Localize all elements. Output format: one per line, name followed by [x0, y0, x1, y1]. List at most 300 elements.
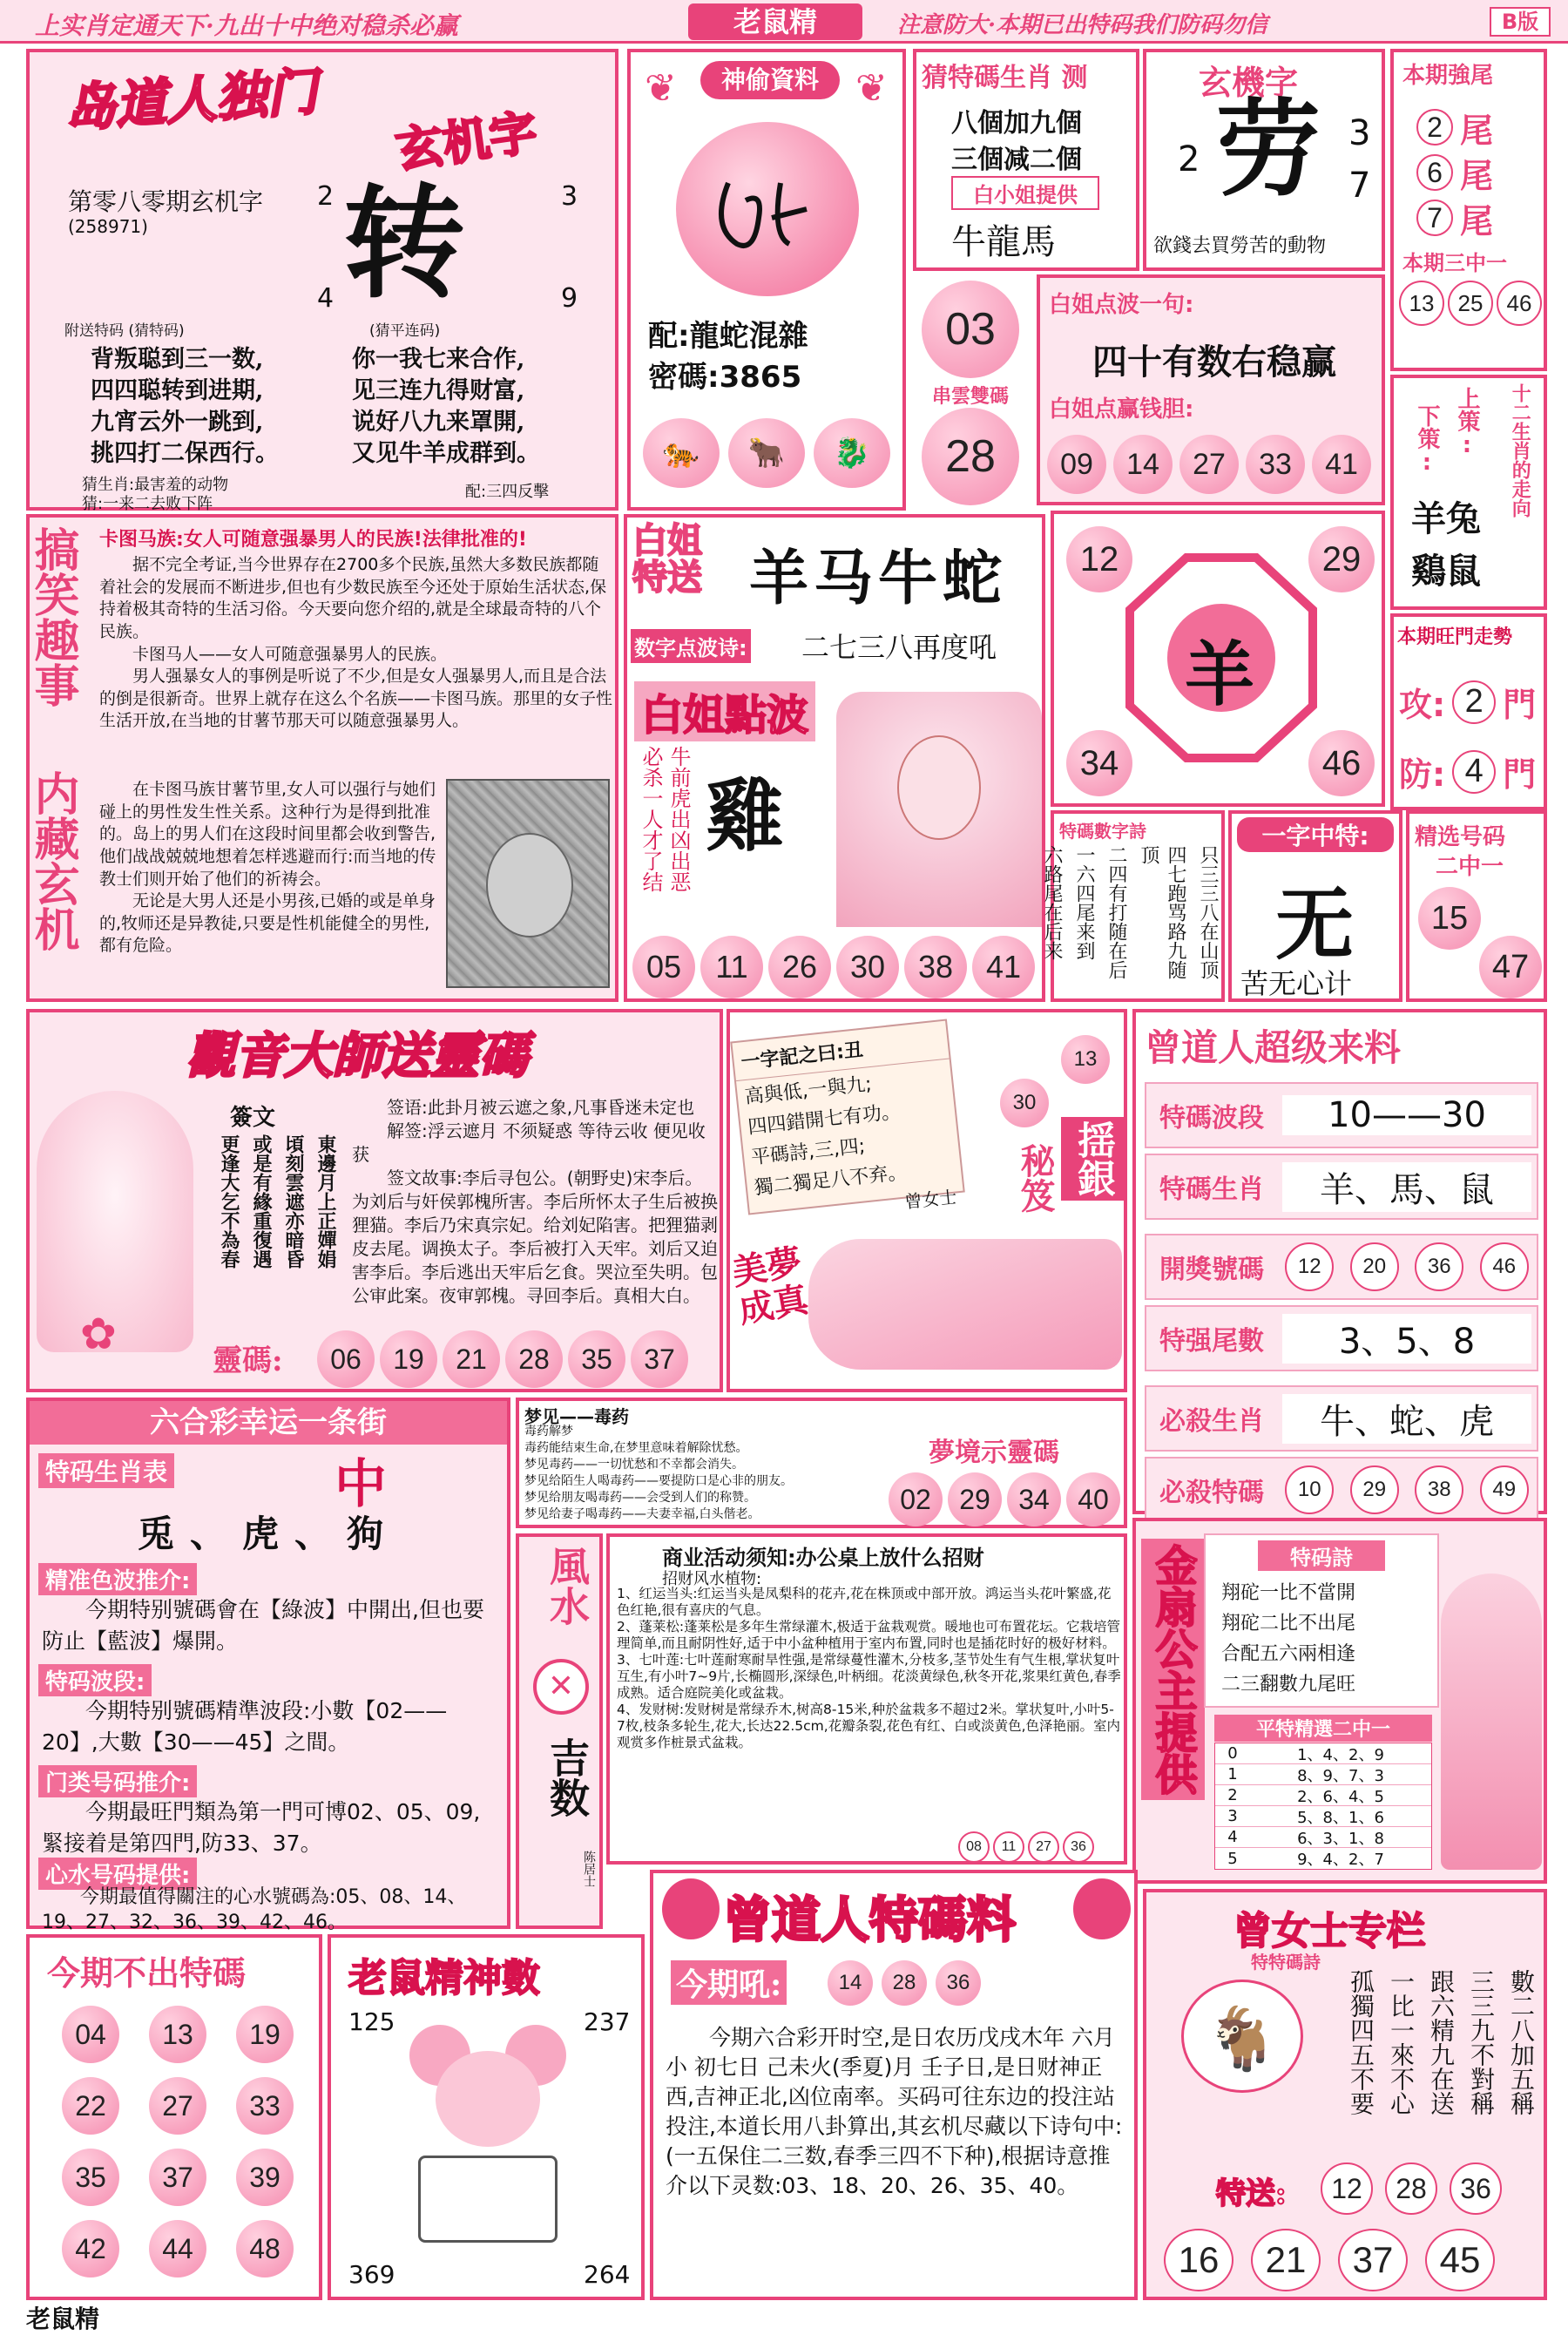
- panel-zeng-special: [650, 1870, 1138, 2300]
- daoren-n3: 4: [317, 283, 335, 314]
- dream-line: 梦见给朋友喝毒药——会受到人们的称赞。: [524, 1491, 756, 1505]
- pair-ball-1: 03: [922, 281, 1019, 378]
- selected-sub: 二中一: [1436, 854, 1504, 880]
- girl-photo: [836, 692, 1042, 927]
- daoren-right-note: 配:三四反擊: [465, 483, 550, 501]
- plants-items: [617, 1586, 1122, 1751]
- send-ball: 05: [632, 936, 695, 998]
- lady-te: 特送:: [1216, 2176, 1287, 2211]
- article-para: 在卡图马族甘薯节里,女人可以强行与她们碰上的男性发生性关系。这种行为是得到批准的。岛上的男人们在这段时间里都会收到警告,他们战战兢兢地想着怎样逃避而行:而当地的传教士们则开始了他们的祈祷会。: [99, 780, 436, 889]
- fengshui-title: 風水: [544, 1546, 591, 1626]
- numpoem-col: 一六四尾来到: [1073, 845, 1095, 960]
- fan-table: [1214, 1743, 1432, 1870]
- zeng-rows: [1145, 1082, 1538, 1523]
- daoren-issue: 第零八零期玄机字: [68, 187, 264, 216]
- pair-column: [909, 270, 1031, 514]
- fan-cell: 5、8、1、6: [1297, 1808, 1384, 1827]
- noshow-grid: [47, 2006, 308, 2277]
- panel-fengshui: [516, 1533, 603, 1929]
- fan-cell: 9、4、2、7: [1297, 1851, 1384, 1869]
- tail-ball: 46: [1497, 281, 1542, 326]
- lao-n1: 2: [1178, 139, 1200, 179]
- wave-ball: 14: [1113, 435, 1173, 494]
- noshow-title: 今期不出特碼: [47, 1954, 247, 1993]
- fan-poem-line: 合配五六兩相逢: [1221, 1643, 1356, 1665]
- shentou-pei: 配:龍蛇混雜: [648, 319, 808, 354]
- tail-word: 尾: [1460, 156, 1494, 195]
- wave-ball: 41: [1312, 435, 1371, 494]
- lotus-icon: ✿: [80, 1309, 117, 1359]
- wave-ball: 27: [1179, 435, 1239, 494]
- send-zodiac: 羊马牛蛇: [749, 544, 1008, 613]
- lady-col: 一比一來不心: [1387, 1969, 1416, 2115]
- tiger-icon: 🐅: [643, 418, 720, 488]
- yizi-ball-1: 13: [1061, 1035, 1110, 1084]
- sleeping-girl-image: [808, 1239, 1122, 1370]
- lady-te-ball: 28: [1385, 2162, 1437, 2215]
- lady-col: 數二八加五稱: [1507, 1969, 1536, 2115]
- lady-col: 三三九不對稱: [1467, 1969, 1496, 2115]
- tail-row: [1416, 195, 1493, 240]
- panel-golden-fan: [1132, 1518, 1547, 1884]
- article-side-label2: 内藏玄机: [26, 770, 78, 951]
- guanyin-ball: 28: [505, 1330, 563, 1388]
- article-para: 男人强暴女人的事例是听说了不少,但是女人强暴男人,而且是合法的倒是很新奇。世界上就存在这么个名族——卡图马族。那里的女子性生活开放,在当地的甘薯节那天可以随意强暴男人。: [99, 667, 613, 731]
- send-ball: 26: [768, 936, 831, 998]
- dream-line: 梦见给妻子喝毒药——夫妻幸福,白头偕老。: [524, 1507, 760, 1521]
- daoren-char: 转: [343, 173, 466, 315]
- plant-ball: 36: [1063, 1831, 1094, 1863]
- daoren-left-head: 附送特码 (猜特码): [64, 322, 185, 340]
- dragon-icon: 🐉: [814, 418, 890, 488]
- article-title: 卡图马族:女人可随意强暴男人的民族!法律批准的!: [99, 529, 527, 551]
- door-defend: [1399, 748, 1536, 795]
- plants-balls: [958, 1831, 1094, 1863]
- fan-table-row: [1215, 1848, 1431, 1869]
- guess-title-text: 猜特碼生肖: [922, 63, 1052, 93]
- article-body-2: [99, 779, 439, 958]
- panel-yizi: [727, 1009, 1127, 1392]
- fengshui-ji: 吉数: [544, 1737, 591, 1817]
- noshow-ball: 48: [236, 2220, 294, 2277]
- zeng-ball: 10: [1285, 1465, 1334, 1514]
- guess-line1: 八個加九個: [951, 108, 1082, 139]
- lady-big-ball: 21: [1251, 2229, 1321, 2291]
- tail-ball: 25: [1448, 281, 1493, 326]
- yizi-line: 平碼詩,三,四;: [750, 1135, 867, 1169]
- article-para: 无论是大男人还是小男孩,已婚的或是单身的,牧师还是异教徒,只要是性机能健全的男性,都有危险。: [99, 891, 436, 956]
- daoren-left-poem: [91, 344, 279, 470]
- panel-number-poem: [1041, 810, 1225, 1002]
- yizi-line: 四四錯開七有功。: [747, 1100, 902, 1139]
- onechar-sub: 苦无心计: [1240, 967, 1353, 1000]
- zeng-row: [1145, 1305, 1538, 1371]
- panel-strategy: [1390, 375, 1547, 610]
- noshow-ball: 04: [62, 2006, 119, 2063]
- lucky-s3: 特码波段:: [38, 1664, 152, 1696]
- dream-lines: [524, 1424, 873, 1523]
- wave-balls: [1047, 435, 1371, 494]
- door-attack: [1399, 678, 1536, 726]
- bagua-ball-2: 29: [1308, 526, 1375, 592]
- mouse-right-icon: ❦: [855, 66, 888, 111]
- panel-zeng-super: [1132, 1009, 1547, 1514]
- selected-title: 精选号码: [1415, 824, 1506, 850]
- lady-title: 曾女士专栏: [1233, 1909, 1425, 1953]
- strategy-combo1: 羊兔: [1411, 498, 1481, 539]
- poem-line: 又见牛羊成群到。: [352, 440, 540, 467]
- tail-list: [1416, 105, 1493, 240]
- special-hou-balls: [828, 1960, 981, 2006]
- poem-line: 背叛聪到三一数,: [91, 346, 264, 373]
- daoren-n2: 3: [561, 181, 578, 212]
- selected-ball-1: 15: [1418, 887, 1481, 950]
- bagua-ball-1: 12: [1066, 526, 1132, 592]
- zeng-row: [1145, 1082, 1538, 1148]
- panel-plants: [606, 1533, 1127, 1865]
- panel-dream: [516, 1398, 1127, 1528]
- zeng-row-value: 10——30: [1282, 1095, 1531, 1135]
- bagua-char: 羊: [1185, 633, 1254, 715]
- fan-cell: 1: [1227, 1765, 1238, 1783]
- fan-table-row: [1215, 1743, 1431, 1764]
- lucky-zhong: 中: [335, 1454, 387, 1515]
- fan-table-title: 平特精選二中一: [1214, 1715, 1432, 1742]
- daoren-left-note1: 猜生肖:最害羞的动物: [82, 476, 229, 494]
- guess-answer: 牛龍馬: [951, 222, 1056, 262]
- point-char: 雞: [706, 770, 784, 863]
- zeng-row-key: 特强尾數: [1159, 1326, 1264, 1357]
- yizi-line: 高與低,一與九;: [743, 1073, 873, 1109]
- noshow-ball: 35: [62, 2149, 119, 2206]
- guanyin-title: 觀音大師送靈碼: [186, 1027, 528, 1085]
- lucky-s1v: 兎、虎、狗: [137, 1513, 399, 1555]
- panel-baijie-wave: [1037, 274, 1385, 505]
- lucky-s4: 门类号码推介:: [38, 1765, 197, 1797]
- send-ball: 11: [700, 936, 763, 998]
- defend-number: 4: [1452, 750, 1496, 794]
- handwriting-mark: [676, 122, 859, 296]
- panel-bagua: [1051, 511, 1385, 807]
- lucky-s2v: 今期特别號碼會在【綠波】中開出,但也要防止【藍波】爆開。: [42, 1597, 484, 1655]
- special-ball: 14: [828, 1960, 873, 2006]
- lao-note: 欲錢去買勞苦的動物: [1153, 235, 1327, 257]
- plant-item: 1、红运当头:红运当头是凤梨科的花卉,花在株顶或中部开放。鸿运当头花叶繁盛,花色红艳,很有喜庆的气息。: [617, 1586, 1112, 1618]
- mouse-num-n2: 237: [584, 2007, 631, 2036]
- zeng-row-key: 特碼生肖: [1159, 1174, 1264, 1205]
- plant-ball: 27: [1028, 1831, 1059, 1863]
- numpoem-title: 特碼數字詩: [1059, 821, 1146, 842]
- onechar-title: 一字中特:: [1237, 817, 1394, 852]
- princess-figure: [1441, 1574, 1542, 1870]
- zeng-ball: 46: [1480, 1242, 1529, 1291]
- noshow-ball: 39: [236, 2149, 294, 2206]
- guanyin-figure: [37, 1091, 193, 1359]
- handwritten-circle: [676, 122, 859, 296]
- numpoem-col: 只三三八在山顶: [1197, 845, 1219, 979]
- guanyin-sign: 签语:此卦月被云遮之象,凡事昏迷未定也: [387, 1097, 695, 1118]
- strategy-zodiac-path: 十二生肖的走向: [1509, 383, 1531, 518]
- panel-no-show: [26, 1934, 322, 2300]
- panel-mouse-numbers: [328, 1934, 645, 2300]
- dream-line: 梦见毒药——一切忧愁和不幸都会消失。: [524, 1458, 744, 1472]
- wave-text: 四十有数右稳赢: [1092, 342, 1336, 382]
- tail-ball: 13: [1399, 281, 1444, 326]
- daoren-n1: 2: [317, 181, 335, 212]
- send-ball: 41: [972, 936, 1035, 998]
- dream-ball: 40: [1066, 1472, 1120, 1526]
- tail-balls: [1399, 281, 1542, 326]
- special-title: 曾道人特碼料: [723, 1892, 1016, 1949]
- lady-col: 跟六精九在送: [1427, 1969, 1456, 2115]
- guanyin-poem-col: 更逢大乞不為春: [218, 1134, 240, 1269]
- daoren-code: (258971): [68, 216, 148, 237]
- attack-label: 攻:: [1399, 686, 1446, 724]
- daoren-left-note2: 猜:一来二去败下阵: [82, 495, 213, 513]
- dream-ball: 34: [1007, 1472, 1061, 1526]
- guanyin-ball: 35: [568, 1330, 625, 1388]
- zeng-row: [1145, 1234, 1538, 1300]
- plant-ball: 11: [993, 1831, 1024, 1863]
- mouse-left-icon: ❦: [645, 66, 677, 111]
- door-word: 門: [1503, 755, 1537, 794]
- verse-1: 牛前虎出凶出恶: [666, 746, 691, 892]
- yizi-yin: 揺銀: [1061, 1117, 1124, 1201]
- zeng-ball: 38: [1415, 1465, 1463, 1514]
- pair-label: 串雲雙碼: [931, 386, 1009, 408]
- dream-line: 梦见给陌生人喝毒药——要提防口是心非的朋友。: [524, 1474, 793, 1488]
- lady-te-ball: 36: [1450, 2162, 1502, 2215]
- zeng-row-key: 特碼波段: [1159, 1103, 1264, 1134]
- send-balls: [632, 936, 1035, 998]
- guess-line2: 三個减二個: [951, 145, 1082, 175]
- zodiac-animal-balls: [643, 418, 890, 488]
- lady-col: 孤獨四五不要: [1347, 1969, 1375, 2115]
- zeng-row: [1145, 1385, 1538, 1452]
- plant-item: 4、发财树:发财树是常绿乔木,树高8-15米,种於盆栽多不超过2米。掌状复叶,小叶5-7枚,枝条多轮生,花大,长达22.5cm,花瓣条裂,花色有红、白或淡黄色,色泽艳丽。室内观赏多作桩景式盆栽。: [617, 1702, 1121, 1750]
- dream-balls: [889, 1472, 1120, 1526]
- yizi-author: 曾女士: [903, 1186, 958, 1213]
- noshow-ball: 42: [62, 2220, 119, 2277]
- tail-row: [1416, 105, 1493, 150]
- dream-title: 梦见——毒药: [524, 1406, 629, 1427]
- fan-cell: 0: [1227, 1744, 1238, 1763]
- lady-big-ball: 45: [1425, 2229, 1495, 2291]
- guanyin-jie: 解签:浮云遮月 不须疑惑 等待云收 便见收获: [352, 1120, 706, 1165]
- panel-article: [26, 514, 618, 1002]
- guanyin-poem-cols: [200, 1134, 340, 1326]
- dream-title2: 夢境示靈碼: [929, 1438, 1059, 1468]
- zeng-ball: 36: [1415, 1242, 1463, 1291]
- fan-table-row: [1215, 1806, 1431, 1827]
- lucky-s1: 特码生肖表: [38, 1453, 174, 1488]
- panel-baijie-send: [624, 514, 1045, 1002]
- version-badge: B版: [1490, 7, 1551, 37]
- wave-sub: 白姐点赢钱胆:: [1049, 396, 1194, 423]
- lady-te-ball: 12: [1321, 2162, 1373, 2215]
- guess-title: [922, 56, 1087, 94]
- bagua-ball-4: 46: [1308, 730, 1375, 796]
- zeng-row-key: 必殺生肖: [1159, 1406, 1264, 1437]
- zeng-row-value: 牛、蛇、虎: [1282, 1394, 1531, 1444]
- special-ball: 36: [936, 1960, 981, 2006]
- panel-strong-tail: [1390, 49, 1547, 371]
- panel-door-trend: [1390, 613, 1547, 810]
- lantern-left-icon: [662, 1878, 720, 1939]
- guanyin-ball: 19: [380, 1330, 437, 1388]
- attack-number: 2: [1452, 680, 1496, 724]
- panel-shentou: [627, 49, 906, 511]
- panel-daoren: [26, 49, 618, 511]
- daoren-n4: 9: [561, 283, 578, 314]
- poem-line: 见三连九得财富,: [352, 377, 525, 404]
- daoren-right-head: (猜平连码): [369, 322, 441, 340]
- mouse-num-n3: 369: [348, 2260, 395, 2289]
- tail-row: [1416, 150, 1493, 195]
- guanyin-balls: [317, 1330, 688, 1388]
- mouse-num-n4: 264: [584, 2260, 631, 2289]
- door-title: 本期旺門走勢: [1397, 626, 1513, 648]
- lady-big-ball: 16: [1164, 2229, 1233, 2291]
- dream-ball: 29: [948, 1472, 1002, 1526]
- lady-big-ball: 37: [1338, 2229, 1408, 2291]
- numpoem-col: 四七跑骂路九随顶: [1138, 845, 1186, 979]
- door-word: 門: [1503, 686, 1537, 724]
- lantern-right-icon: [1073, 1878, 1131, 1939]
- zeng-row-key: 必殺特碼: [1159, 1478, 1264, 1508]
- zeng-row-value: 羊、馬、鼠: [1282, 1162, 1531, 1212]
- fan-cell: 2、6、4、5: [1297, 1787, 1384, 1806]
- pair-ball-2: 28: [922, 408, 1019, 505]
- plant-ball: 08: [958, 1831, 990, 1863]
- onechar-char: 无: [1275, 878, 1354, 971]
- article-para: 据不完全考证,当今世界存在2700多个民族,虽然大多数民族都随着社会的发展而不断进步,但也有少数民族至今还处于原始生活状态,保持着极其奇特的生活习俗。今天要向您介绍的,就是全球最奇特的八个民族。: [99, 555, 607, 641]
- yizi-ball-2: 30: [1000, 1079, 1049, 1127]
- poem-line: 说好八九来罩開,: [352, 409, 525, 436]
- fan-poem-box: [1204, 1533, 1439, 1708]
- poem-line: 四四聪转到进期,: [91, 377, 264, 404]
- yizi-secret: 秘笈: [1015, 1143, 1056, 1213]
- fan-table-row: [1215, 1785, 1431, 1806]
- article-photo: [446, 779, 610, 988]
- guanyin-poem-col: 東邊月上正嬋娟: [314, 1134, 337, 1269]
- noshow-ball: 13: [149, 2006, 206, 2063]
- lady-cols: [1312, 1969, 1538, 2161]
- bagua-ball-3: 34: [1066, 730, 1132, 796]
- guanyin-text: [352, 1096, 718, 1308]
- special-ball: 28: [882, 1960, 927, 2006]
- numpoem-col: 六路尾在后来: [1041, 845, 1063, 960]
- poem-text: 二七三八再度吼: [801, 631, 997, 664]
- guanyin-ball: 06: [317, 1330, 375, 1388]
- article-body: [99, 554, 613, 733]
- zeng-row-balls: [1277, 1465, 1537, 1514]
- lucky-s4v: 今期最旺門類為第一門可博02、05、09,緊接着是第四門,防33、37。: [42, 1799, 481, 1857]
- wave-ball: 09: [1047, 435, 1106, 494]
- panel-lucky-street: [26, 1398, 510, 1933]
- tail-word: 尾: [1460, 111, 1494, 150]
- shentou-mima: 密碼:3865: [648, 360, 802, 395]
- zeng-ball: 20: [1350, 1242, 1399, 1291]
- goat-icon: 🐐: [1181, 1980, 1303, 2093]
- guanyin-ball: 21: [443, 1330, 500, 1388]
- strategy-down: 下策:: [1414, 404, 1440, 476]
- fan-cell: 1、4、2、9: [1297, 1745, 1384, 1764]
- fan-table-row: [1215, 1827, 1431, 1848]
- compass-icon: ✕: [533, 1659, 589, 1715]
- fan-cell: 6、3、1、8: [1297, 1829, 1384, 1848]
- noshow-ball: 44: [149, 2220, 206, 2277]
- panel-xuanji-lao: [1143, 49, 1385, 271]
- zeng-row-key: 開獎號碼: [1159, 1255, 1264, 1285]
- lucky-s5v: 今期最值得關注的心水號碼為:05、08、14、19、27、32、36、39、42、46。: [42, 1886, 467, 1933]
- fan-cell: 5: [1227, 1849, 1238, 1868]
- fan-cell: 4: [1227, 1828, 1238, 1846]
- plant-item: 2、蓬莱松:蓬莱松是多年生常绿灌木,极适于盆栽观赏。暖地也可布置花坛。它栽培管理简单,而且耐阴性好,适于中小盆种植用于室内布置,同时也是插花时好的极好材料。: [617, 1619, 1121, 1651]
- panel-zeng-lady: [1143, 1889, 1547, 2300]
- lady-big-balls: [1164, 2229, 1495, 2291]
- numpoem-cols: [1041, 845, 1221, 998]
- lucky-s2: 精准色波推介:: [38, 1563, 197, 1595]
- strategy-up: 上策:: [1454, 387, 1480, 458]
- noshow-ball: 22: [62, 2077, 119, 2135]
- yizi-scroll: [730, 1019, 965, 1215]
- girl-face-icon: [897, 735, 981, 840]
- masthead-title: 老鼠精: [688, 3, 862, 40]
- tail-number: 7: [1416, 200, 1453, 236]
- fan-poem-line: 二三翻數九尾旺: [1221, 1674, 1356, 1695]
- dream-line: 毒药解梦: [524, 1425, 573, 1438]
- zeng-row-balls: [1277, 1242, 1537, 1291]
- tail-number: 6: [1416, 154, 1453, 191]
- top-banner: [0, 0, 1568, 44]
- numpoem-col: 二四有打随在后: [1105, 845, 1127, 979]
- tail-number: 2: [1416, 109, 1453, 146]
- zeng-ball: 12: [1285, 1242, 1334, 1291]
- wave-ball: 33: [1246, 435, 1305, 494]
- fan-poem-title: 特码詩: [1258, 1540, 1385, 1571]
- banner-right-text: 注意防大·本期已出特码我们防码勿信: [897, 12, 1268, 38]
- guess-tag: 白小姐提供: [951, 176, 1099, 210]
- guanyin-ball: 37: [631, 1330, 688, 1388]
- lucky-s5: 心水号码提供:: [38, 1858, 197, 1890]
- daoren-right-poem: [352, 344, 540, 470]
- dream-ball: 02: [889, 1472, 943, 1526]
- mouse-num-title: 老鼠精神數: [348, 1956, 540, 2000]
- fan-cell: 2: [1227, 1786, 1238, 1804]
- yizi-line: 獨二獨足八不弃。: [753, 1161, 909, 1200]
- noshow-ball: 37: [149, 2149, 206, 2206]
- banner-left-text: 上实肖定通天下·九出十中绝对稳杀必赢: [35, 11, 458, 40]
- defend-label: 防:: [1399, 755, 1446, 794]
- daoren-subtitle: 玄机字: [392, 104, 541, 179]
- plant-item: 3、七叶莲:七叶莲耐寒耐旱性强,是常绿蔓性灌木,分枝多,茎节处生有气生根,掌状复叶互生,有小叶7~9片,长椭圆形,深绿色,叶柄细。花淡黄绿色,秋冬开花,浆果红黄色,春季成熟。适合庭院美化或盆栽。: [617, 1652, 1121, 1701]
- mouse-num-n1: 125: [348, 2007, 395, 2036]
- special-hou: 今期吼:: [671, 1960, 787, 2005]
- zeng-row-value: 3、5、8: [1282, 1314, 1531, 1364]
- lucky-title: 六合彩幸运一条街: [30, 1401, 507, 1445]
- guanyin-story: 签文故事:李后寻包公。(朝野史)宋李后。为刘后与奸侯郭槐所害。李后所怀太子生后被换狸猫。李后乃宋真宗妃。给刘妃陷害。把狸猫剥皮去尾。调换太子。李后被打入天牢。刘后又迫害李后。李后逃出天牢后乞食。哭泣至失明。包公审此案。夜审郭槐。寻回李后。真相大白。: [352, 1168, 718, 1306]
- guanyin-poem-col: 或是有緣重復遇: [250, 1134, 273, 1269]
- poem-line: 挑四打二保西行。: [91, 440, 279, 467]
- guanyin-ling-label: 靈碼:: [213, 1343, 283, 1378]
- lady-sub: 特特碼詩: [1251, 1952, 1321, 1973]
- poem-line: 你一我七来合作,: [352, 346, 525, 373]
- plants-title: 商业活动须知:办公桌上放什么招财: [662, 1546, 984, 1570]
- tail-word: 尾: [1460, 201, 1494, 240]
- yizi-title: 一字記之曰:丑: [732, 1021, 949, 1081]
- send-label: 白姐特送: [632, 521, 702, 598]
